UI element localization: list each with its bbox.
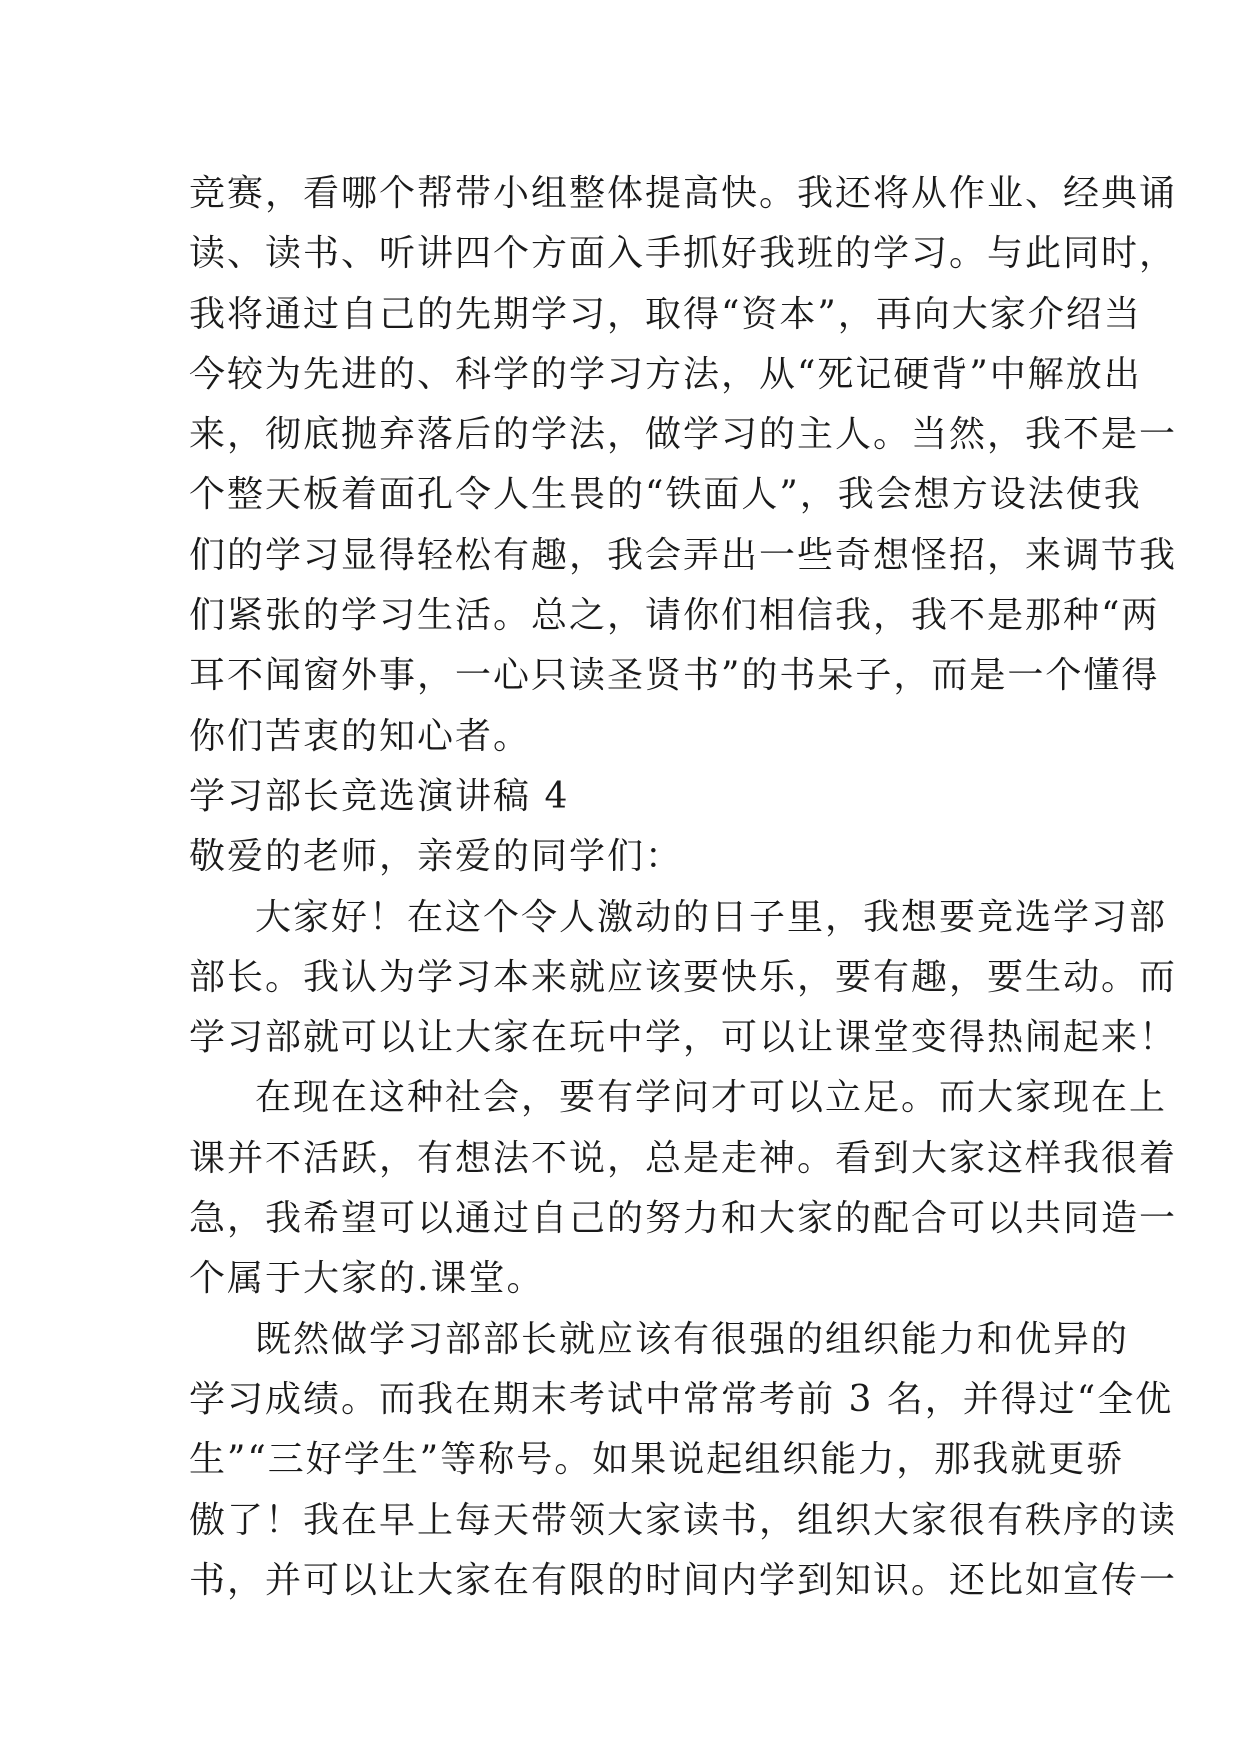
text-line: 个属于大家的.课堂。	[189, 1258, 545, 1300]
section-heading: 学习部长竞选演讲稿 4	[189, 775, 570, 817]
paragraph-start-line: 在现在这种社会，要有学问才可以立足。而大家现在上	[255, 1077, 1168, 1119]
document-body	[189, 164, 1178, 1611]
text-line: 读、读书、听讲四个方面入手抓好我班的学习。与此同时，	[189, 233, 1178, 275]
paragraph-start-line: 大家好！在这个令人激动的日子里，我想要竞选学习部	[255, 896, 1168, 938]
text-line: 们的学习显得轻松有趣，我会弄出一些奇想怪招，来调节我	[189, 534, 1178, 576]
text-line: 学习部就可以让大家在玩中学，可以让课堂变得热闹起来！	[189, 1017, 1178, 1059]
text-line: 耳不闻窗外事，一心只读圣贤书”的书呆子，而是一个懂得	[189, 655, 1160, 697]
text-line: 我将通过自己的先期学习，取得“资本”，再向大家介绍当	[189, 293, 1142, 335]
text-line: 急，我希望可以通过自己的努力和大家的配合可以共同造一	[189, 1198, 1178, 1240]
text-line: 个整天板着面孔令人生畏的“铁面人”，我会想方设法使我	[189, 474, 1142, 516]
text-line: 傲了！我在早上每天带领大家读书，组织大家很有秩序的读	[189, 1499, 1178, 1541]
salutation: 敬爱的老师，亲爱的同学们：	[189, 836, 684, 878]
text-line: 来，彻底抛弃落后的学法，做学习的主人。当然，我不是一	[189, 414, 1178, 456]
text-line: 部长。我认为学习本来就应该要快乐，要有趣，要生动。而	[189, 956, 1178, 998]
text-line: 学习成绩。而我在期末考试中常常考前 3 名，并得过“全优	[189, 1378, 1174, 1420]
text-line: 生”“三好学生”等称号。如果说起组织能力，那我就更骄	[189, 1439, 1125, 1481]
text-line: 课并不活跃，有想法不说，总是走神。看到大家这样我很着	[189, 1137, 1178, 1179]
text-line: 们紧张的学习生活。总之，请你们相信我，我不是那种“两	[189, 595, 1160, 637]
text-line: 今较为先进的、科学的学习方法，从“死记硬背”中解放出	[189, 353, 1142, 395]
paragraph-start-line: 既然做学习部部长就应该有很强的组织能力和优异的	[255, 1318, 1130, 1360]
text-line: 你们苦衷的知心者。	[189, 715, 532, 757]
text-line: 竞赛，看哪个帮带小组整体提高快。我还将从作业、经典诵	[189, 173, 1178, 214]
text-line: 书，并可以让大家在有限的时间内学到知识。还比如宣传一	[189, 1559, 1178, 1601]
